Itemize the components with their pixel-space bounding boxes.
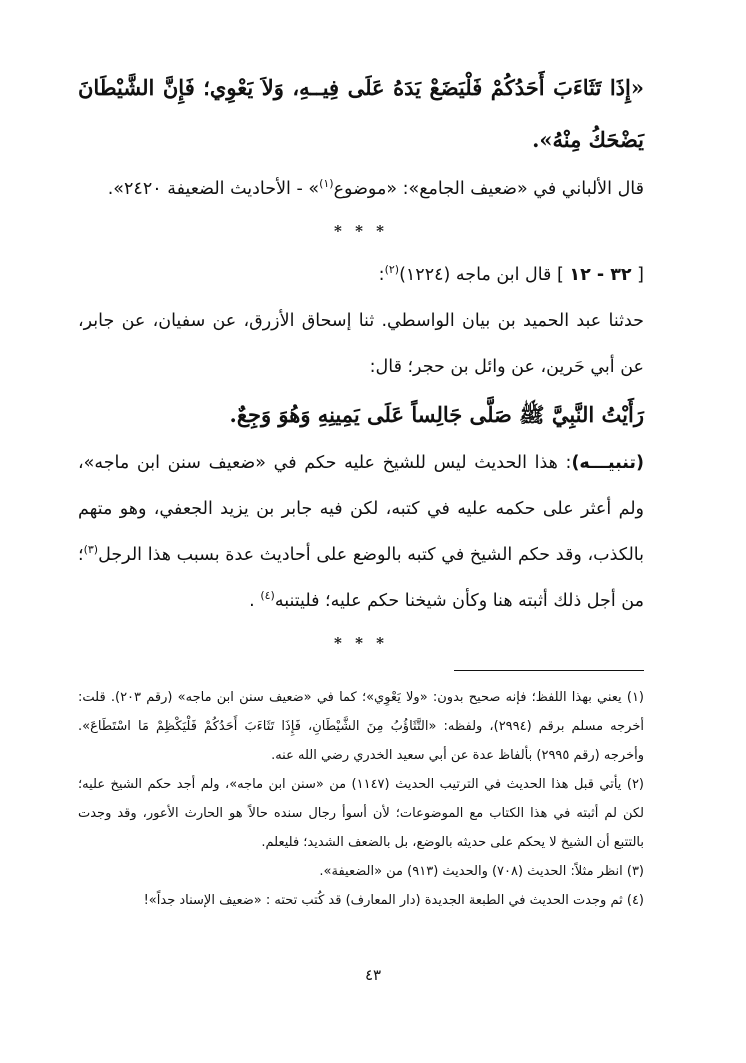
albani-ruling-after: » - الأحاديث الضعيفة ٢٤٢٠». xyxy=(107,179,320,199)
chapter-heading xyxy=(78,252,644,298)
footnote-2: (٢) يأتي قبل هذا الحديث في الترتيب الحديث (١١٤٧) من «سنن ابن ماجه»، ولم أجد حكم الشيخ عليه؛ لكن لم أثبته في هذا الكتاب مع الموضوعات؛ لأن أسوأ رجال سنده حالاً هو الحارث الأعور، وقد وجدت بالتتبع أن الشيخ لا يحكم على حديثه بالوضع، بل بالضعف الشديد؛ فليعلم. xyxy=(78,777,644,850)
chapter-number: ٣٢ - ١٢ xyxy=(569,265,632,285)
footnote-ref-2: (٢) xyxy=(384,263,400,277)
hadith-text-1: «إِذَا تَثَاءَبَ أَحَدُكُمْ فَلْيَضَعْ يَدَهُ عَلَى فِيــهِ، وَلاَ يَعْوِي؛ فَإِنَّ الشَّيْطَانَ يَضْحَكُ مِنْهُ». xyxy=(78,75,644,152)
footnote-1: (١) يعني بهذا اللفظ؛ فإنه صحيح بدون: «ولا يَعْوِي»؛ كما في «ضعيف سنن ابن ماجه» (رقم ٢٠٣). قلت: أخرجه مسلم برقم (٢٩٩٤)، ولفظه: «التَّثَاؤُبُ مِنَ الشَّيْطَانِ، فَإِذَا تَثَاءَبَ أَحَدُكُمْ فَلْيَكْظِمْ مَا اسْتَطَاعَ». وأخرجه (رقم ٢٩٩٥) بألفاظ عدة عن أبي سعيد الخدري رضي الله عنه. xyxy=(78,690,644,763)
note-label: (تنبيـــه) xyxy=(571,453,644,473)
footnote-3: (٣) انظر مثلاً: الحديث (٧٠٨) والحديث (٩١٣) من «الضعيفة». xyxy=(319,864,644,879)
note-text-3: . xyxy=(249,591,261,611)
chapter-open-bracket: [ xyxy=(637,265,644,285)
hadith-text-2: رَأَيْتُ النَّبِيَّ ﷺ صَلَّى جَالِساً عَلَى يَمِينِهِ وَهُوَ وَجِعٌ. xyxy=(229,402,644,427)
footnote-ref-4: (٤) xyxy=(260,589,275,603)
isnad-text: حدثنا عبد الحميد بن بيان الواسطي. ثنا إسحاق الأزرق، عن سفيان، عن جابر، عن أبي حَرين، عن وائل بن حجر؛ قال: xyxy=(78,311,644,377)
albani-ruling-before: قال الألباني في «ضعيف الجامع»: «موضوع xyxy=(333,179,644,199)
footnote-4: (٤) ثم وجدت الحديث في الطبعة الجديدة (دار المعارف) قد كُتب تحته : «ضعيف الإسناد جداً»! xyxy=(143,893,644,908)
page-number: ٤٣ xyxy=(364,966,382,984)
page-content xyxy=(78,62,644,915)
chapter-colon: : xyxy=(378,265,385,285)
footnote-ref-3: (٣) xyxy=(83,543,99,557)
note-text-2: ؛ من أجل ذلك أثبته هنا وكأن شيخنا حكم عليه؛ فليتنبه xyxy=(78,545,644,611)
footnote-divider xyxy=(454,670,644,671)
albani-ruling xyxy=(78,166,644,212)
note-text-1: : هذا الحديث ليس للشيخ عليه حكم في «ضعيف سنن ابن ماجه»، ولم أعثر على حكمه عليه في كتبه، لكن فيه جابر بن يزيد الجعفي، وهو متهم بالكذب، وقد حكم الشيخ في كتبه بالوضع على أحاديث عدة بسبب هذا الرجل xyxy=(78,453,644,565)
chapter-source: قال ابن ماجه (١٢٢٤) xyxy=(399,265,552,285)
footnote-ref-1: (١) xyxy=(319,177,334,191)
chapter-close-bracket: ] xyxy=(556,265,564,285)
section-separator-2: * * * xyxy=(334,634,388,652)
note-paragraph xyxy=(78,440,644,624)
section-separator: * * * xyxy=(334,222,388,240)
